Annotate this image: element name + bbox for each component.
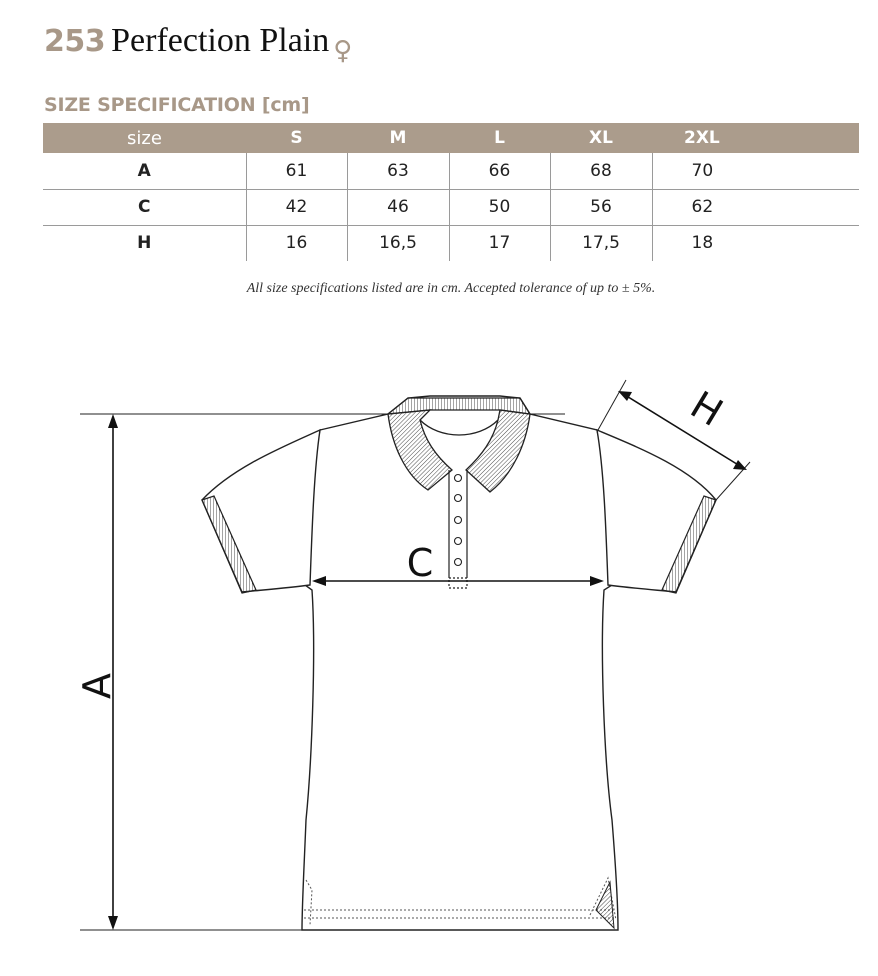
table-cell: 61 <box>246 153 347 189</box>
product-code: 253 <box>44 24 106 59</box>
label-h: H <box>683 382 731 436</box>
table-cell: 42 <box>246 189 347 225</box>
header-size: size <box>127 127 162 149</box>
table-cell: 16,5 <box>347 225 449 261</box>
header-2xl: 2XL <box>684 128 720 148</box>
table-cell: 56 <box>550 189 652 225</box>
header-xl: XL <box>589 128 613 148</box>
button <box>455 517 462 524</box>
label-c: C <box>406 541 434 585</box>
product-name: Perfection Plain <box>111 22 330 59</box>
row-label: A <box>137 160 151 181</box>
button <box>455 495 462 502</box>
table-cell: 68 <box>550 153 652 189</box>
size-spec-title: SIZE SPECIFICATION [cm] <box>44 94 310 116</box>
dimension-a-arrow <box>108 414 118 930</box>
header-l: L <box>494 128 505 148</box>
button <box>455 538 462 545</box>
table-cell: 46 <box>347 189 449 225</box>
table-cell: 62 <box>652 189 859 225</box>
tolerance-note: All size specifications listed are in cm. Accepted tolerance of up to ± 5%. <box>246 281 656 296</box>
row-label: H <box>137 233 152 254</box>
table-cell: 17,5 <box>550 225 652 261</box>
label-a: A <box>75 673 119 699</box>
table-cell: 63 <box>347 153 449 189</box>
table-cell: 18 <box>652 225 859 261</box>
table-cell: 50 <box>449 189 550 225</box>
button <box>455 559 462 566</box>
table-cell: 66 <box>449 153 550 189</box>
header-s: S <box>290 128 303 148</box>
female-symbol-icon: ♀ <box>333 36 353 66</box>
header-m: M <box>389 128 407 148</box>
row-label: C <box>138 197 151 217</box>
button <box>455 475 462 482</box>
table-cell: 16 <box>246 225 347 261</box>
table-cell: 70 <box>652 153 859 189</box>
table-cell: 17 <box>449 225 550 261</box>
